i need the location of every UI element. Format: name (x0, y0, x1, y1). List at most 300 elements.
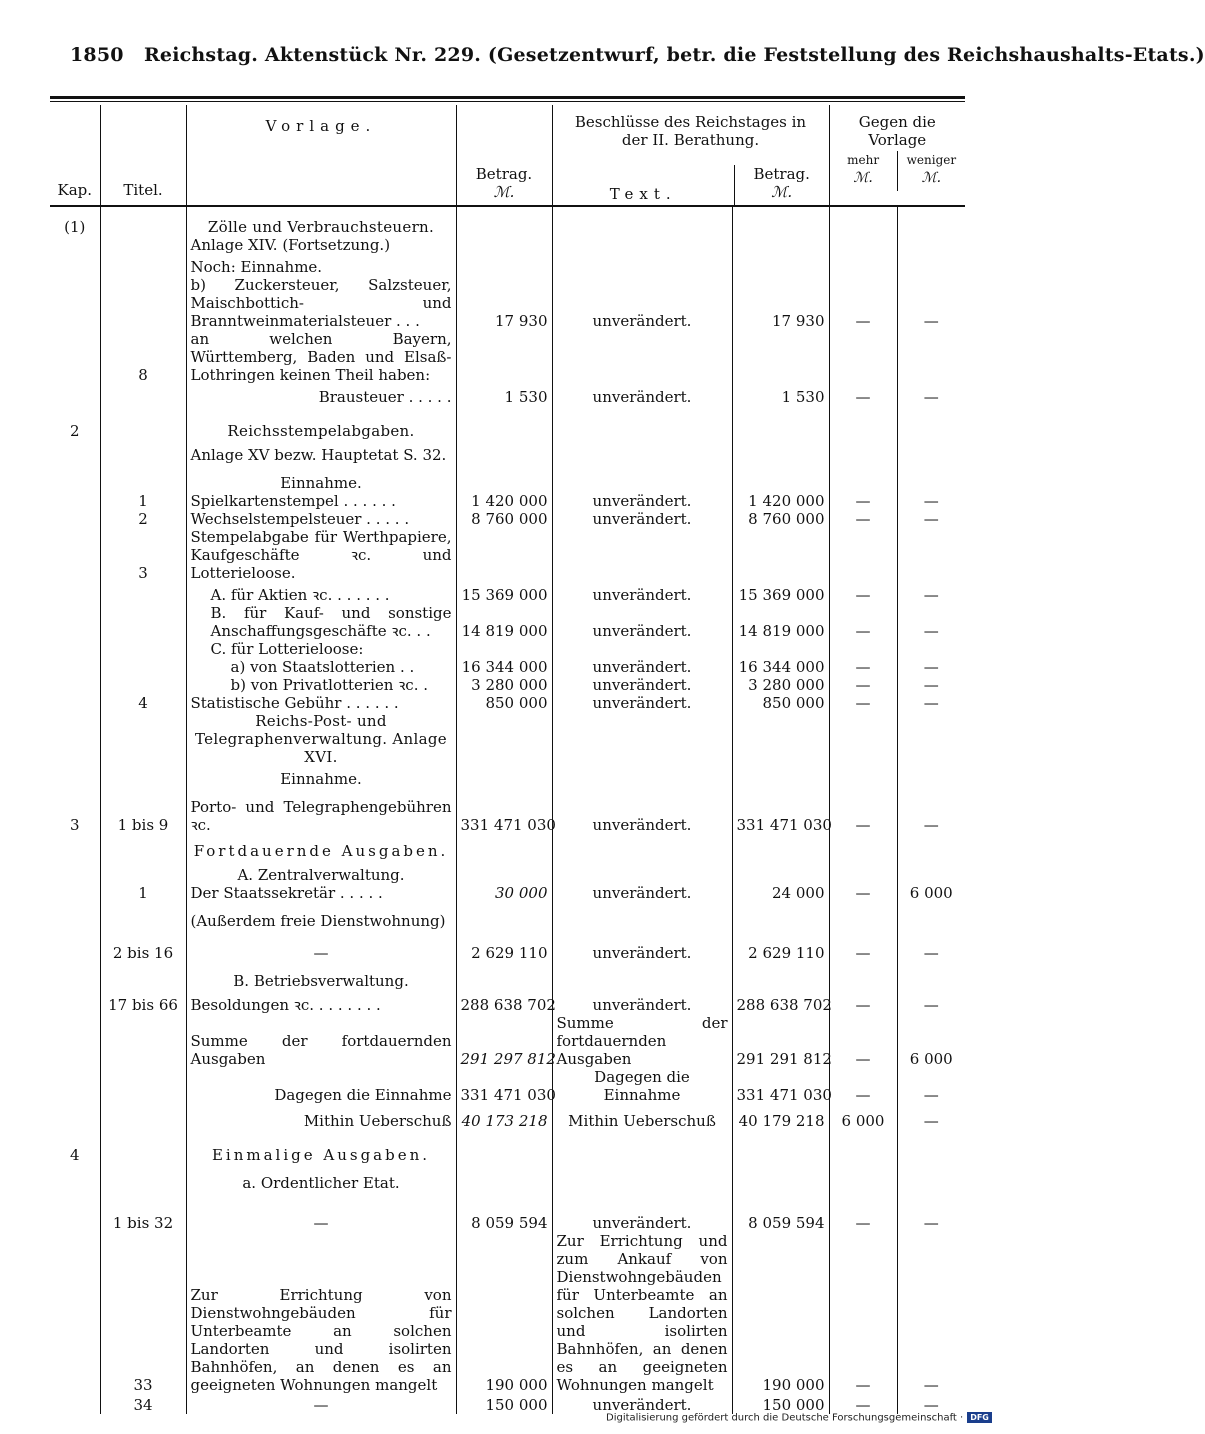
cell-amount2 (732, 766, 829, 788)
cell-mehr: — (829, 658, 897, 676)
cell-weniger: — (897, 1104, 965, 1130)
cell-amount (456, 330, 552, 384)
table-row (50, 206, 965, 236)
table-row (50, 694, 965, 712)
cell-mehr: — (829, 1014, 897, 1068)
cell-weniger: — (897, 510, 965, 528)
cell-mehr (829, 1130, 897, 1164)
cell-mehr: — (829, 582, 897, 604)
cell-amount2: 3 280 000 (732, 676, 829, 694)
cell-titel (100, 206, 186, 236)
cell-text: unverändert. (552, 1394, 732, 1414)
cell-amount2: 14 819 000 (732, 604, 829, 640)
cell-text: Summe der fortdauernden Ausgaben (552, 1014, 732, 1068)
cell-weniger: — (897, 694, 965, 712)
col-vorlage: Vorlage. (186, 105, 456, 206)
cell-desc: Wechselstempelsteuer . . . . . (186, 510, 456, 528)
cell-titel: 4 (100, 694, 186, 712)
cell-amount: 288 638 702 (456, 990, 552, 1014)
cell-weniger (897, 406, 965, 440)
table-row (50, 658, 965, 676)
cell-desc: Anlage XIV. (Fortsetzung.) (186, 236, 456, 254)
cell-amount2 (732, 962, 829, 990)
cell-amount2 (732, 712, 829, 766)
cell-kap (50, 604, 100, 640)
cell-mehr: — (829, 384, 897, 406)
cell-amount: 40 173 218 (456, 1104, 552, 1130)
cell-text: Mithin Ueberschuß (552, 1104, 732, 1130)
cell-amount2: 850 000 (732, 694, 829, 712)
cell-amount: 8 760 000 (456, 510, 552, 528)
cell-desc: b) von Privatlotterien ꝛc. . (186, 676, 456, 694)
cell-titel (100, 384, 186, 406)
cell-titel (100, 658, 186, 676)
cell-titel (100, 440, 186, 464)
cell-amount: 1 530 (456, 384, 552, 406)
cell-text (552, 206, 732, 236)
cell-titel: 1 (100, 492, 186, 510)
table-row (50, 1014, 965, 1068)
cell-kap (50, 694, 100, 712)
col-beschluesse: Beschlüsse des Reichstages in der II. Berathung. Text. Betrag. ℳ. (552, 105, 829, 206)
cell-amount (456, 902, 552, 930)
cell-amount: 15 369 000 (456, 582, 552, 604)
table-row (50, 604, 965, 640)
cell-mehr: — (829, 604, 897, 640)
cell-amount2: 8 760 000 (732, 510, 829, 528)
table-row (50, 330, 965, 384)
cell-amount (456, 406, 552, 440)
cell-amount2: 291 291 812 (732, 1014, 829, 1068)
cell-amount (456, 206, 552, 236)
cell-text: unverändert. (552, 788, 732, 834)
cell-text: unverändert. (552, 1192, 732, 1232)
cell-mehr: — (829, 1068, 897, 1104)
cell-titel (100, 582, 186, 604)
cell-amount: 1 420 000 (456, 492, 552, 510)
cell-amount (456, 440, 552, 464)
cell-desc: Summe der fortdauernden Ausgaben (186, 1014, 456, 1068)
cell-kap (50, 658, 100, 676)
cell-titel: 1 (100, 884, 186, 902)
cell-mehr (829, 1164, 897, 1192)
cell-desc: Brausteuer . . . . . (186, 384, 456, 406)
cell-weniger: — (897, 788, 965, 834)
cell-titel (100, 834, 186, 860)
cell-kap (50, 236, 100, 254)
cell-desc: Dagegen die Einnahme (186, 1068, 456, 1104)
cell-desc: a) von Staatslotterien . . (186, 658, 456, 676)
cell-amount (456, 528, 552, 582)
cell-weniger (897, 440, 965, 464)
cell-mehr: — (829, 930, 897, 962)
cell-weniger: — (897, 658, 965, 676)
page-title: Reichstag. Aktenstück Nr. 229. (Gesetzentwurf, betr. die Feststellung des Reichshaushalts-Etats.) (143, 44, 1205, 66)
cell-titel: 8 (100, 330, 186, 384)
cell-weniger: — (897, 276, 965, 330)
cell-titel (100, 1014, 186, 1068)
cell-titel (100, 1104, 186, 1130)
cell-amount: 331 471 030 (456, 1068, 552, 1104)
cell-kap (50, 1394, 100, 1414)
cell-kap (50, 834, 100, 860)
cell-amount2: 15 369 000 (732, 582, 829, 604)
cell-mehr: — (829, 990, 897, 1014)
cell-desc: Reichsstempelabgaben. (186, 406, 456, 440)
cell-weniger (897, 834, 965, 860)
cell-amount2: 1 420 000 (732, 492, 829, 510)
col-betrag-2: Betrag. (753, 165, 810, 183)
cell-weniger: — (897, 1394, 965, 1414)
cell-kap (50, 384, 100, 406)
cell-amount: 331 471 030 (456, 788, 552, 834)
cell-text (552, 236, 732, 254)
cell-titel (100, 464, 186, 492)
cell-kap (50, 1164, 100, 1192)
cell-text (552, 902, 732, 930)
cell-kap (50, 884, 100, 902)
table-row (50, 1130, 965, 1164)
cell-kap (50, 990, 100, 1014)
cell-mehr: — (829, 694, 897, 712)
cell-weniger (897, 236, 965, 254)
cell-titel (100, 276, 186, 330)
cell-amount (456, 834, 552, 860)
cell-amount2 (732, 464, 829, 492)
cell-weniger (897, 962, 965, 990)
table-row (50, 1104, 965, 1130)
cell-weniger: — (897, 1232, 965, 1394)
cell-amount2: 8 059 594 (732, 1192, 829, 1232)
cell-text: unverändert. (552, 930, 732, 962)
cell-amount2: 1 530 (732, 384, 829, 406)
cell-text (552, 464, 732, 492)
cell-kap (50, 640, 100, 658)
table-row (50, 712, 965, 766)
table-row (50, 406, 965, 440)
cell-mehr: — (829, 1394, 897, 1414)
cell-kap (50, 1192, 100, 1232)
cell-amount (456, 766, 552, 788)
cell-titel (100, 254, 186, 276)
cell-desc: Reichs-Post- und Telegraphenverwaltung. Anlage XVI. (186, 712, 456, 766)
cell-text (552, 406, 732, 440)
cell-desc: Besoldungen ꝛc. . . . . . . . (186, 990, 456, 1014)
cell-kap (50, 1068, 100, 1104)
cell-desc: A. Zentralverwaltung. (186, 860, 456, 884)
cell-weniger: — (897, 582, 965, 604)
cell-amount (456, 640, 552, 658)
cell-amount2 (732, 406, 829, 440)
cell-text: unverändert. (552, 990, 732, 1014)
cell-mehr (829, 860, 897, 884)
dfg-logo: DFG (967, 1412, 992, 1423)
cell-titel (100, 236, 186, 254)
cell-amount2 (732, 440, 829, 464)
cell-titel (100, 676, 186, 694)
cell-amount2: 16 344 000 (732, 658, 829, 676)
cell-amount (456, 236, 552, 254)
cell-amount2: 150 000 (732, 1394, 829, 1414)
cell-text: Dagegen die Einnahme (552, 1068, 732, 1104)
cell-desc: B. Betriebsverwaltung. (186, 962, 456, 990)
cell-amount (456, 712, 552, 766)
cell-text (552, 254, 732, 276)
cell-amount: 8 059 594 (456, 1192, 552, 1232)
cell-amount2: 40 179 218 (732, 1104, 829, 1130)
cell-weniger: — (897, 1192, 965, 1232)
header-rule-thin (50, 101, 965, 102)
cell-desc: a. Ordentlicher Etat. (186, 1164, 456, 1192)
cell-mehr: — (829, 884, 897, 902)
cell-text: unverändert. (552, 884, 732, 902)
cell-desc: Zur Errichtung von Dienstwohngebäuden für Unterbeamte an solchen Landorten und isolirten Bahnhöfen, an denen es an geeigneten Wohnungen mangelt (186, 1232, 456, 1394)
cell-weniger (897, 464, 965, 492)
cell-titel: 1 bis 9 (100, 788, 186, 834)
cell-mehr: — (829, 492, 897, 510)
cell-titel: 17 bis 66 (100, 990, 186, 1014)
cell-desc: Einnahme. (186, 464, 456, 492)
cell-desc: Porto- und Telegraphengebühren ꝛc. (186, 788, 456, 834)
cell-weniger: — (897, 1068, 965, 1104)
col-titel: Titel. (100, 105, 186, 206)
cell-amount: 2 629 110 (456, 930, 552, 962)
table-row (50, 492, 965, 510)
cell-weniger: — (897, 676, 965, 694)
col-kap: Kap. (50, 105, 100, 206)
cell-kap (50, 492, 100, 510)
cell-titel: 34 (100, 1394, 186, 1414)
page-header (70, 44, 1205, 66)
budget-table (50, 105, 965, 1414)
cell-desc: Anlage XV bezw. Hauptetat S. 32. (186, 440, 456, 464)
cell-desc: b) Zuckersteuer, Salzsteuer, Maischbottich- und Branntweinmaterialsteuer . . . (186, 276, 456, 330)
table-row (50, 254, 965, 276)
cell-mehr (829, 440, 897, 464)
cell-mehr (829, 330, 897, 384)
cell-titel (100, 712, 186, 766)
cell-amount2 (732, 1164, 829, 1192)
cell-amount2 (732, 860, 829, 884)
table-row (50, 236, 965, 254)
cell-kap (50, 528, 100, 582)
cell-weniger: 6 000 (897, 1014, 965, 1068)
cell-mehr (829, 712, 897, 766)
cell-weniger (897, 766, 965, 788)
cell-kap (50, 860, 100, 884)
cell-text: unverändert. (552, 676, 732, 694)
cell-mehr: — (829, 676, 897, 694)
cell-mehr: 6 000 (829, 1104, 897, 1130)
cell-text (552, 834, 732, 860)
cell-amount: 3 280 000 (456, 676, 552, 694)
table-row (50, 464, 965, 492)
cell-amount: 150 000 (456, 1394, 552, 1414)
cell-amount (456, 860, 552, 884)
cell-kap (50, 464, 100, 492)
cell-weniger: — (897, 604, 965, 640)
cell-desc: A. für Aktien ꝛc. . . . . . . (186, 582, 456, 604)
table-row (50, 676, 965, 694)
cell-titel (100, 766, 186, 788)
cell-amount2 (732, 528, 829, 582)
cell-amount2: 331 471 030 (732, 1068, 829, 1104)
cell-weniger (897, 528, 965, 582)
cell-kap (50, 510, 100, 528)
cell-desc: Einmalige Ausgaben. (186, 1130, 456, 1164)
table-row (50, 528, 965, 582)
cell-text: unverändert. (552, 510, 732, 528)
cell-text: unverändert. (552, 492, 732, 510)
table-row (50, 766, 965, 788)
cell-mehr (829, 236, 897, 254)
col-weniger: weniger (906, 153, 957, 167)
table-row (50, 384, 965, 406)
cell-mehr (829, 640, 897, 658)
cell-text (552, 766, 732, 788)
col-text: Text. (609, 185, 677, 203)
page-number: 1850 (70, 44, 124, 66)
cell-desc: Fortdauernde Ausgaben. (186, 834, 456, 860)
cell-kap (50, 930, 100, 962)
cell-desc: B. für Kauf- und sonstige Anschaffungsgeschäfte ꝛc. . . (186, 604, 456, 640)
cell-text (552, 962, 732, 990)
table-row (50, 1192, 965, 1232)
cell-weniger (897, 902, 965, 930)
col-gegen: Gegen die Vorlage mehr ℳ. weniger ℳ. (829, 105, 965, 206)
cell-text (552, 712, 732, 766)
cell-desc: an welchen Bayern, Württemberg, Baden und Elsaß-Lothringen keinen Theil haben: (186, 330, 456, 384)
cell-kap (50, 254, 100, 276)
cell-amount: 291 297 812 (456, 1014, 552, 1068)
cell-kap (50, 902, 100, 930)
cell-amount2 (732, 902, 829, 930)
cell-text (552, 330, 732, 384)
cell-weniger: — (897, 384, 965, 406)
cell-kap (50, 712, 100, 766)
cell-amount2: 17 930 (732, 276, 829, 330)
cell-mehr (829, 834, 897, 860)
cell-mehr (829, 902, 897, 930)
cell-amount2: 190 000 (732, 1232, 829, 1394)
cell-titel (100, 1164, 186, 1192)
cell-amount (456, 962, 552, 990)
cell-desc: Zölle und Verbrauchsteuern. (186, 206, 456, 236)
table-row (50, 962, 965, 990)
cell-text (552, 528, 732, 582)
table-row (50, 582, 965, 604)
cell-kap: (1) (64, 218, 86, 236)
col-mehr: mehr (847, 153, 880, 167)
table-row (50, 902, 965, 930)
table-row (50, 640, 965, 658)
cell-amount: 190 000 (456, 1232, 552, 1394)
cell-mehr (829, 464, 897, 492)
cell-desc: Statistische Gebühr . . . . . . (186, 694, 456, 712)
cell-titel: 3 (100, 528, 186, 582)
cell-amount2 (732, 1130, 829, 1164)
cell-text (552, 640, 732, 658)
cell-weniger (897, 860, 965, 884)
cell-kap (50, 276, 100, 330)
cell-text: unverändert. (552, 658, 732, 676)
cell-titel (100, 902, 186, 930)
cell-titel: 2 bis 16 (100, 930, 186, 962)
cell-mehr (829, 254, 897, 276)
cell-amount2 (732, 236, 829, 254)
table-row (50, 440, 965, 464)
cell-mehr: — (829, 788, 897, 834)
footer-credit: Digitalisierung gefördert durch die Deutsche Forschungsgemeinschaft · DFG (606, 1412, 992, 1424)
cell-desc: Spielkartenstempel . . . . . . (186, 492, 456, 510)
cell-desc: (Außerdem freie Dienstwohnung) (186, 902, 456, 930)
cell-weniger: — (897, 990, 965, 1014)
cell-titel (100, 604, 186, 640)
cell-titel (100, 1130, 186, 1164)
cell-titel (100, 860, 186, 884)
cell-amount: 14 819 000 (456, 604, 552, 640)
cell-desc: Stempelabgabe für Werthpapiere, Kaufgeschäfte ꝛc. und Lotterieloose. (186, 528, 456, 582)
cell-titel (100, 640, 186, 658)
cell-weniger (897, 206, 965, 236)
cell-text (552, 1164, 732, 1192)
cell-amount2: 288 638 702 (732, 990, 829, 1014)
cell-kap (50, 676, 100, 694)
table-row (50, 884, 965, 902)
cell-amount2 (732, 254, 829, 276)
cell-kap (50, 1232, 100, 1394)
cell-weniger (897, 1164, 965, 1192)
cell-desc: Mithin Ueberschuß (186, 1104, 456, 1130)
cell-weniger: — (897, 492, 965, 510)
cell-amount2 (732, 330, 829, 384)
cell-kap: 3 (69, 816, 80, 834)
table-row (50, 860, 965, 884)
table-row (50, 510, 965, 528)
cell-desc: — (186, 930, 456, 962)
cell-amount: 17 930 (456, 276, 552, 330)
cell-kap: 4 (69, 1146, 80, 1164)
cell-mehr: — (829, 276, 897, 330)
cell-titel: 33 (100, 1232, 186, 1394)
cell-text (552, 1130, 732, 1164)
table-row (50, 788, 965, 834)
cell-text: unverändert. (552, 604, 732, 640)
cell-mehr: — (829, 1192, 897, 1232)
cell-text (552, 440, 732, 464)
cell-mehr (829, 962, 897, 990)
cell-mehr (829, 406, 897, 440)
cell-desc: Der Staatssekretär . . . . . (186, 884, 456, 902)
table-row (50, 1232, 965, 1394)
table-body (50, 206, 965, 1414)
table-row (50, 1164, 965, 1192)
cell-amount2 (732, 640, 829, 658)
cell-amount: 30 000 (456, 884, 552, 902)
cell-mehr: — (829, 510, 897, 528)
cell-amount: 16 344 000 (456, 658, 552, 676)
header-rule-thick (50, 96, 965, 99)
cell-weniger (897, 254, 965, 276)
cell-titel: 1 bis 32 (100, 1192, 186, 1232)
col-betrag: Betrag. ℳ. (456, 105, 552, 206)
cell-desc: — (186, 1394, 456, 1414)
cell-titel (100, 406, 186, 440)
cell-amount2: 24 000 (732, 884, 829, 902)
cell-mehr (829, 528, 897, 582)
cell-kap (50, 582, 100, 604)
cell-text: unverändert. (552, 582, 732, 604)
